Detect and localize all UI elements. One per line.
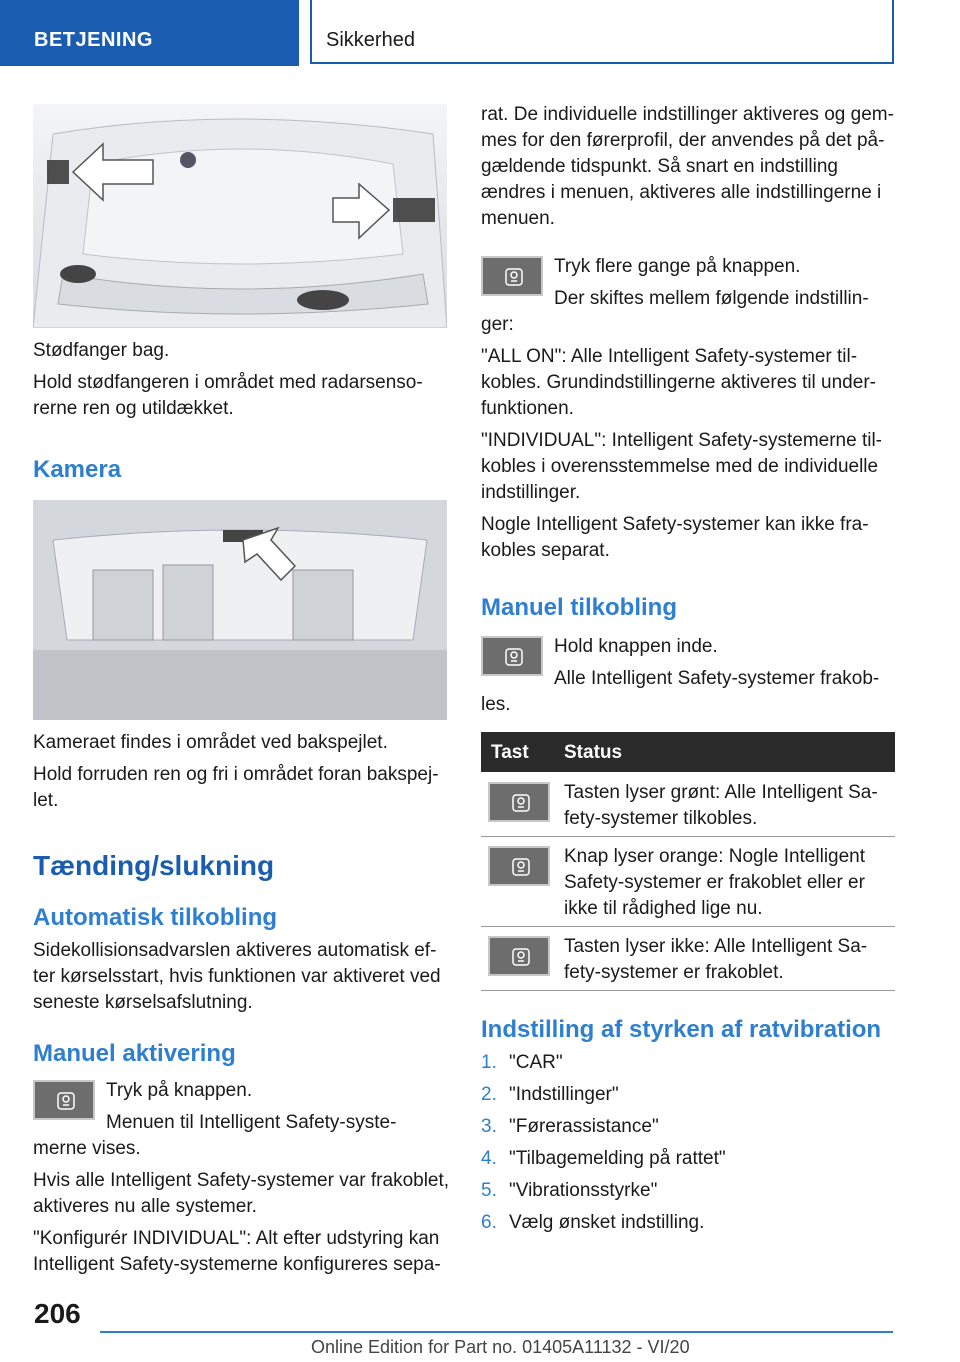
safety-button-icon — [33, 1080, 95, 1120]
step-text: "Førerassistance" — [509, 1116, 659, 1137]
cont-text-1: rat. De individuelle indstillinger aktiveres og gem- — [481, 104, 894, 125]
status-table-header — [481, 732, 895, 772]
row2-line3: ikke til rådighed lige nu. — [564, 898, 763, 919]
cont-text-2: mes for den førerprofil, der anvendes på det på- — [481, 130, 885, 151]
step-number: 6. — [481, 1212, 497, 1233]
col-status: Status — [564, 742, 623, 763]
table-divider — [481, 990, 895, 991]
step-text: "Indstillinger" — [509, 1084, 619, 1105]
rear-bumper-image — [33, 104, 447, 328]
hold-step-2b: les. — [481, 694, 511, 715]
step-number: 5. — [481, 1180, 497, 1201]
cont-text-3: gældende tidspunkt. Så snart en indstilling — [481, 156, 839, 177]
separate-1: Nogle Intelligent Safety-systemer kan ikke fra- — [481, 514, 869, 535]
camera-caption: Kameraet findes i området ved bakspejlet. — [33, 732, 388, 753]
camera-image — [33, 500, 447, 720]
manual-step-1: Tryk på knappen. — [106, 1080, 253, 1101]
step-number: 4. — [481, 1148, 497, 1169]
rear-text-2: rerne ren og utildækket. — [33, 398, 234, 419]
manual-text-1a: Hvis alle Intelligent Safety-systemer var frakoblet, — [33, 1170, 450, 1191]
manual-text-1b: aktiveres nu alle systemer. — [33, 1196, 257, 1217]
row2-line1: Knap lyser orange: Nogle Intelligent — [564, 846, 866, 867]
rear-caption: Stødfanger bag. — [33, 340, 170, 361]
auto-heading: Automatisk tilkobling — [33, 904, 278, 931]
manual-step-2b: merne vises. — [33, 1138, 141, 1159]
vibration-heading: Indstilling af styrken af ratvibration — [481, 1016, 882, 1043]
row2-line2: Safety-systemer er frakoblet eller er — [564, 872, 865, 893]
table-divider — [481, 926, 895, 927]
individual-2: kobles i overensstemmelse med de individuelle — [481, 456, 879, 477]
press-step-2b: ger: — [481, 314, 514, 335]
row3-line2: fety-systemer er frakoblet. — [564, 962, 784, 983]
camera-heading: Kamera — [33, 456, 122, 483]
footer-rule — [100, 1331, 893, 1333]
step-text: "Tilbagemelding på rattet" — [509, 1148, 726, 1169]
row1-line2: fety-systemer tilkobles. — [564, 808, 758, 829]
safety-button-icon — [488, 936, 550, 976]
subsection-label: Sikkerhed — [326, 29, 415, 51]
hold-step-1: Hold knappen inde. — [554, 636, 718, 657]
press-step-2a: Der skiftes mellem følgende indstillin- — [554, 288, 869, 309]
allon-3: funktionen. — [481, 398, 574, 419]
auto-text-1: Sidekollisionsadvarslen aktiveres automatisk ef- — [33, 940, 437, 961]
page-number: 206 — [34, 1298, 81, 1329]
ignition-heading: Tænding/slukning — [33, 850, 275, 881]
safety-button-icon — [481, 256, 543, 296]
row3-line1: Tasten lyser ikke: Alle Intelligent Sa- — [564, 936, 868, 957]
step-number: 1. — [481, 1052, 497, 1073]
row1-line1: Tasten lyser grønt: Alle Intelligent Sa- — [564, 782, 878, 803]
subsection-tab — [310, 0, 894, 64]
step-number: 2. — [481, 1084, 497, 1105]
allon-1: "ALL ON": Alle Intelligent Safety-systemer til- — [481, 346, 858, 367]
step-text: "Vibrationsstyrke" — [509, 1180, 658, 1201]
safety-button-icon — [488, 782, 550, 822]
table-divider — [481, 836, 895, 837]
safety-button-icon — [488, 846, 550, 886]
separate-2: kobles separat. — [481, 540, 610, 561]
auto-text-3: seneste kørselsafslutning. — [33, 992, 253, 1013]
manual-heading: Manuel aktivering — [33, 1040, 236, 1067]
camera-text-2: let. — [33, 790, 59, 811]
manual-text-2a: "Konfigurér INDIVIDUAL": Alt efter udstyring kan — [33, 1228, 440, 1249]
section-tab — [0, 0, 299, 66]
manual-step-2a: Menuen til Intelligent Safety-syste- — [106, 1112, 397, 1133]
camera-text-1: Hold forruden ren og fri i området foran bakspej- — [33, 764, 439, 785]
manual-on-heading: Manuel tilkobling — [481, 594, 677, 621]
allon-2: kobles. Grundindstillingerne aktiveres til under- — [481, 372, 876, 393]
edition-text: Online Edition for Part no. 01405A11132 - VI/20 — [311, 1337, 690, 1357]
step-number: 3. — [481, 1116, 497, 1137]
rear-text-1: Hold stødfangeren i området med radarsenso- — [33, 372, 423, 393]
auto-text-2: ter kørselsstart, hvis funktionen var aktiveret ved — [33, 966, 441, 987]
individual-3: indstillinger. — [481, 482, 581, 503]
step-text: Vælg ønsket indstilling. — [509, 1212, 705, 1233]
section-label: BETJENING — [34, 29, 153, 51]
safety-button-icon — [481, 636, 543, 676]
press-step-1: Tryk flere gange på knappen. — [554, 256, 801, 277]
cont-text-4: ændres i menuen, aktiveres alle indstillingerne i — [481, 182, 882, 203]
individual-1: "INDIVIDUAL": Intelligent Safety-systemerne til- — [481, 430, 883, 451]
hold-step-2a: Alle Intelligent Safety-systemer frakob- — [554, 668, 880, 689]
step-text: "CAR" — [509, 1052, 563, 1073]
cont-text-5: menuen. — [481, 208, 555, 229]
col-key: Tast — [491, 742, 529, 763]
manual-text-2b: Intelligent Safety-systemerne konfigureres sepa- — [33, 1254, 441, 1275]
